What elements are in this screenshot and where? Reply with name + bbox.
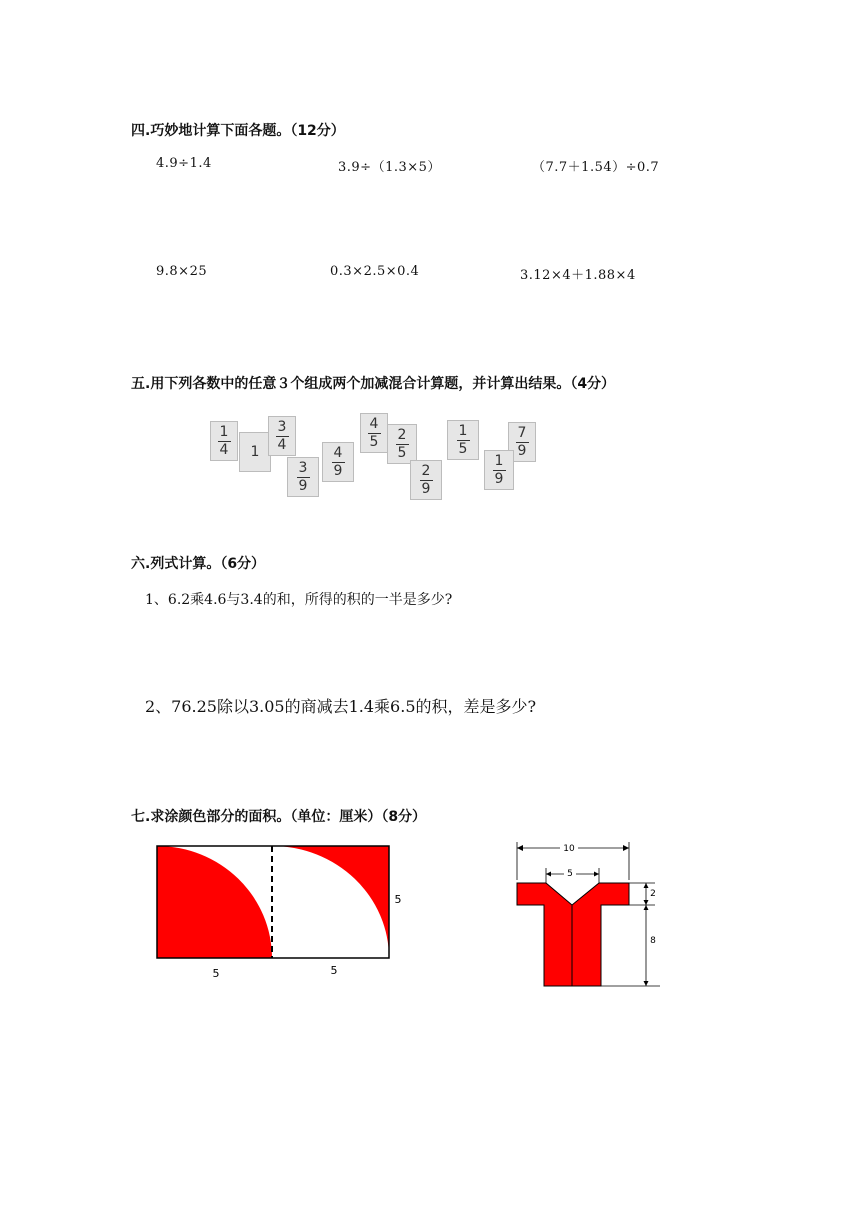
fraction-card: 3 9 [287,457,319,497]
problem-4: 9.8×25 [156,264,208,279]
fraction-card: 2 5 [387,424,417,464]
label-right-bottom: 8 [650,936,656,946]
label-right-top: 2 [650,889,656,899]
section-6-title: 六.列式计算。（6分） [131,556,266,572]
left-shaded-region [157,846,272,958]
problem-6: 3.12×4＋1.88×4 [520,268,636,283]
problem-2: 3.9÷（1.3×5） [338,160,441,175]
fraction-card: 7 9 [508,422,536,462]
whole-number-card: 1 [239,432,271,472]
label-top-inner: 5 [567,869,573,879]
fraction-card: 3 4 [268,416,296,456]
question-1: 1、6.2乘4.6与3.4的和，所得的积的一半是多少? [145,592,453,608]
label-bottom-right: 5 [330,964,338,977]
t-shape-figure [505,836,675,996]
fraction-card: 1 9 [484,450,514,490]
section-7-title: 七.求涂颜色部分的面积。（单位：厘米）（8分） [131,809,427,825]
problem-3: （7.7＋1.54）÷0.7 [532,160,660,175]
fraction-card: 1 5 [447,420,479,460]
fraction-card: 2 9 [410,460,442,500]
label-top-outer: 10 [563,844,575,854]
right-shaded-region [272,846,389,958]
label-right: 5 [394,893,402,906]
problem-5: 0.3×2.5×0.4 [330,264,420,279]
fraction-card: 4 5 [360,413,388,453]
t-shaded-region [517,883,629,986]
label-bottom-left: 5 [212,967,220,980]
question-2: 2、76.25除以3.05的商减去1.4乘6.5的积，差是多少? [145,697,537,716]
section-4-title: 四.巧妙地计算下面各题。（12分） [131,123,345,139]
section-5-title: 五.用下列各数中的任意３个组成两个加减混合计算题，并计算出结果。（4分） [131,376,616,392]
fraction-card: 4 9 [322,442,354,482]
problem-1: 4.9÷1.4 [156,156,212,171]
fraction-card: 1 4 [210,421,238,461]
shaded-rectangle-figure [150,840,420,985]
